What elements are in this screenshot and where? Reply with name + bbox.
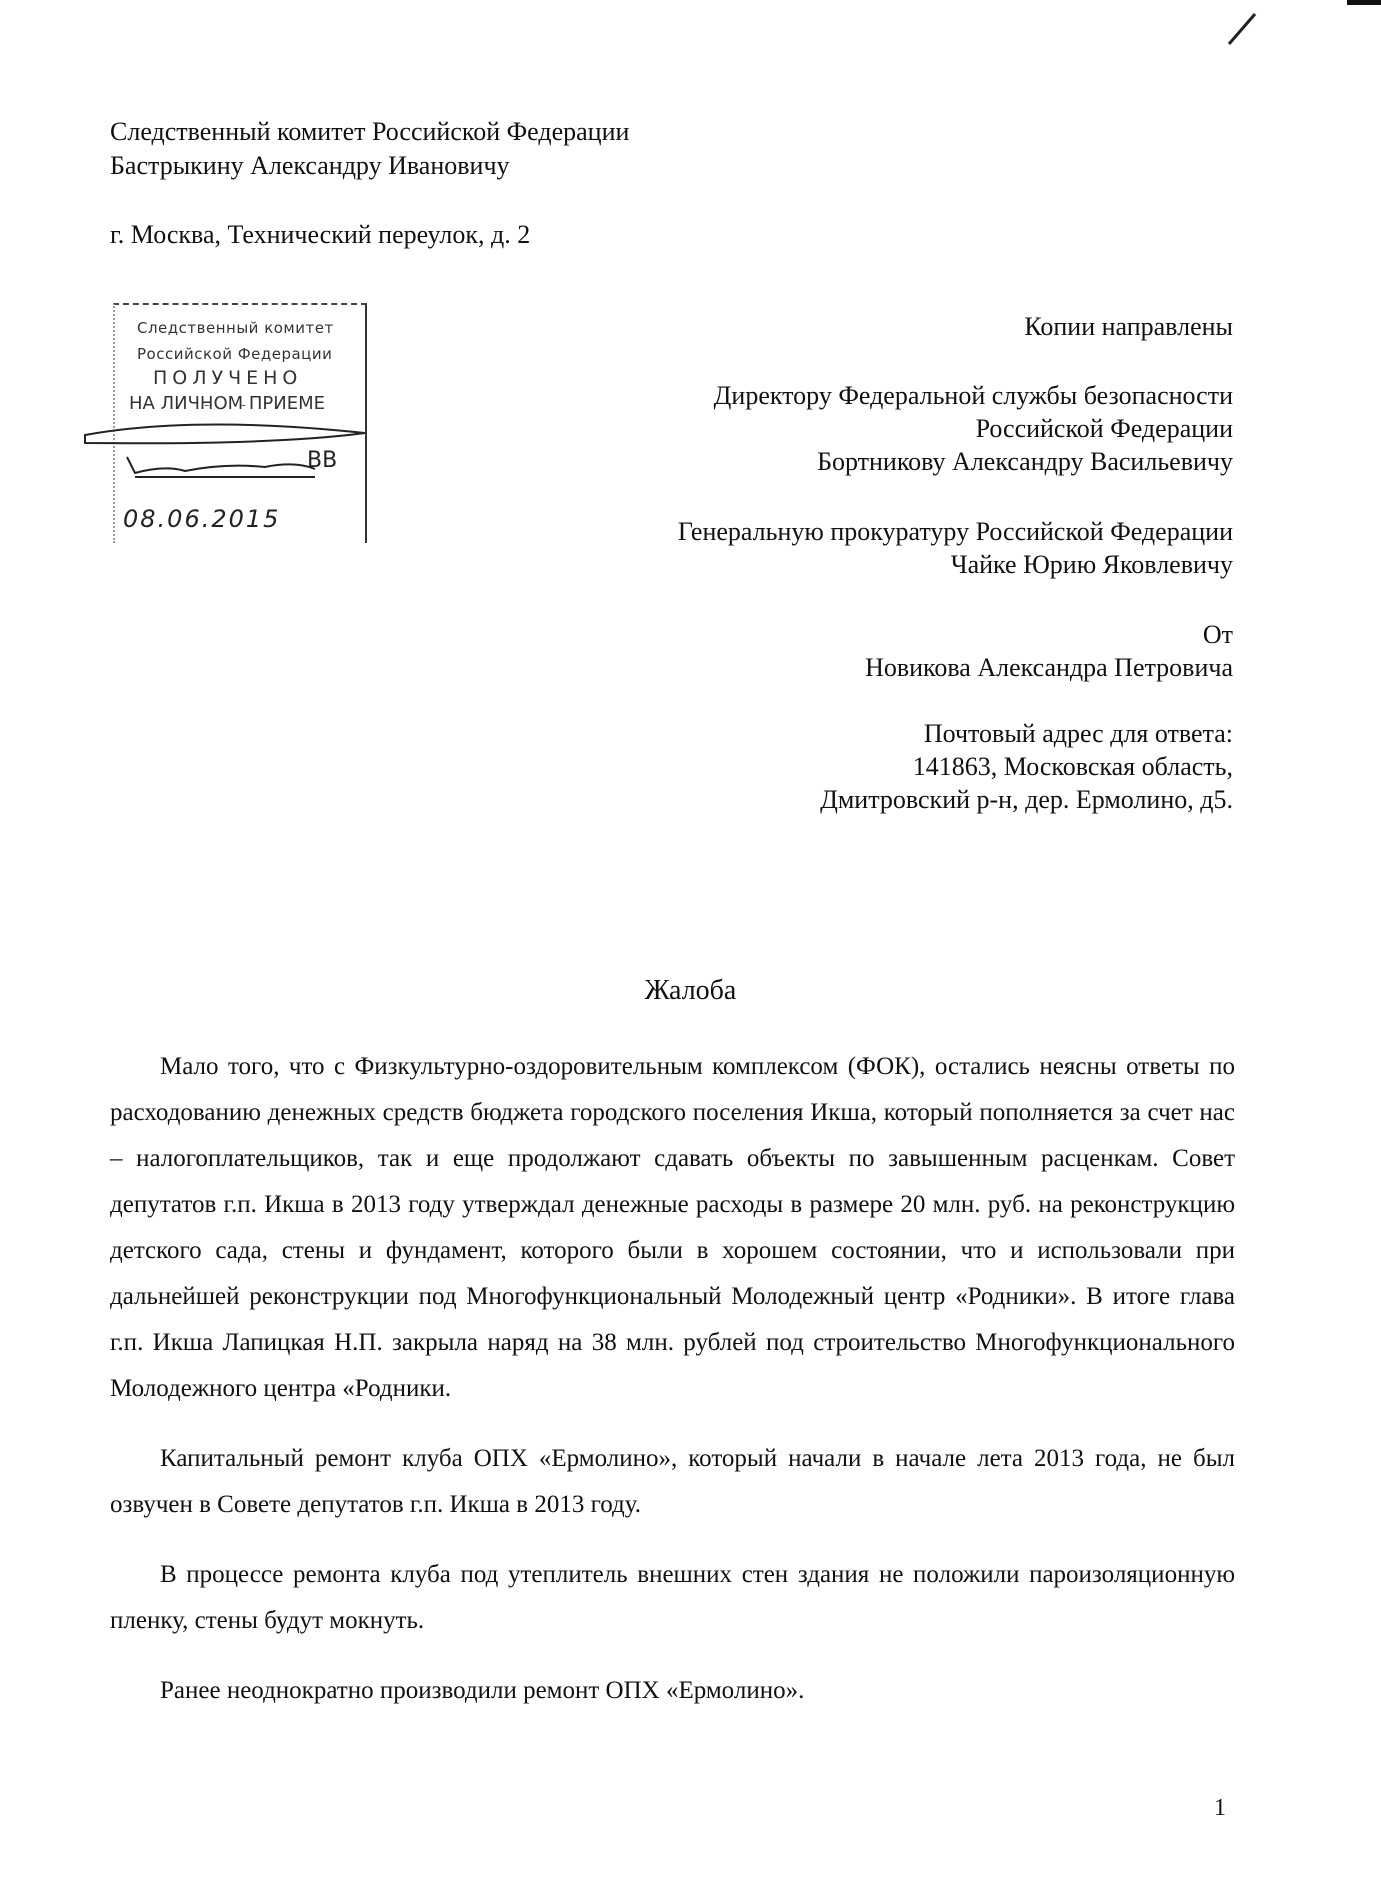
stamp-date: 08.06.2015 [123,505,281,533]
copy-recipient-1-line-1: Директору Федеральной службы безопасности [713,381,1233,410]
stamp-line-4: НА ЛИЧНОМ ПРИЕМЕ [129,393,325,414]
recipient-name: Бастрыкину Александру Ивановичу [110,151,510,180]
sender-label: От [1202,620,1233,649]
scan-edge-mark [1347,0,1381,5]
stamp-line-3: ПОЛУЧЕНО [153,367,303,389]
stamp-line-1: Следственный комитет [137,319,334,337]
copy-recipient-2-line-1: Генеральную прокуратуру Российской Федерации [677,517,1233,546]
copies-heading: Копии направлены [1024,312,1233,341]
body-paragraph-2: Капитальный ремонт клуба ОПХ «Ермолино», который начали в начале лета 2013 года, не был озвучен в Совете депутатов г.п. Икша в 2013 году. [110,1445,1235,1518]
received-stamp [113,303,367,543]
stamp-line-2: Российской Федерации [137,345,333,363]
copy-recipient-2-line-2: Чайке Юрию Яковлевичу [950,550,1233,579]
sender-name: Новикова Александра Петровича [865,653,1233,682]
copy-recipient-1-line-2: Российской Федерации [975,414,1233,443]
recipient-organization: Следственный комитет Российской Федерации [110,117,630,146]
body-paragraph-4: Ранее неоднократно производили ремонт ОПХ «Ермолино». [160,1677,805,1704]
recipient-address: г. Москва, Технический переулок, д. 2 [110,220,531,249]
pen-mark-icon [1225,8,1265,48]
body-paragraph-1: Мало того, что с Физкультурно-оздоровительным комплексом (ФОК), остались неясны ответы по расходованию денежных средств бюджета городского поселения Икша, который пополняется за счет нас – налогоплательщиков, так и еще продолжают сдавать объекты по завышенным расценкам. Совет депутатов г.п. Икша в 2013 году утверждал денежные расходы в размере 20 млн. руб. на реконструкцию детского сада, стены и фундамент, которого были в хорошем состоянии, что и использовали при дальнейшей реконструкции под Многофункциональный Молодежный центр «Родники». В итоге глава г.п. Икша Лапицкая Н.П. закрыла наряд на 38 млн. рублей под строительство Многофункционального Молодежного центра «Родники. [110,1053,1235,1402]
copy-recipient-1-line-3: Бортникову Александру Васильевичу [817,447,1233,476]
body-paragraph-3: В процессе ремонта клуба под утеплитель внешних стен здания не положили пароизоляционную пленку, стены будут мокнуть. [110,1561,1235,1634]
stamp-signature-icon [75,405,375,505]
document-body [110,1044,1235,1738]
document-title: Жалоба [644,975,737,1006]
sender-address-line-1: 141863, Московская область, [912,752,1233,781]
sender-address-label: Почтовый адрес для ответа: [923,719,1233,748]
page-number: 1 [1214,1795,1226,1821]
svg-text:ВВ: ВВ [307,448,338,473]
sender-address-line-2: Дмитровский р-н, дер. Ермолино, д5. [820,785,1233,814]
